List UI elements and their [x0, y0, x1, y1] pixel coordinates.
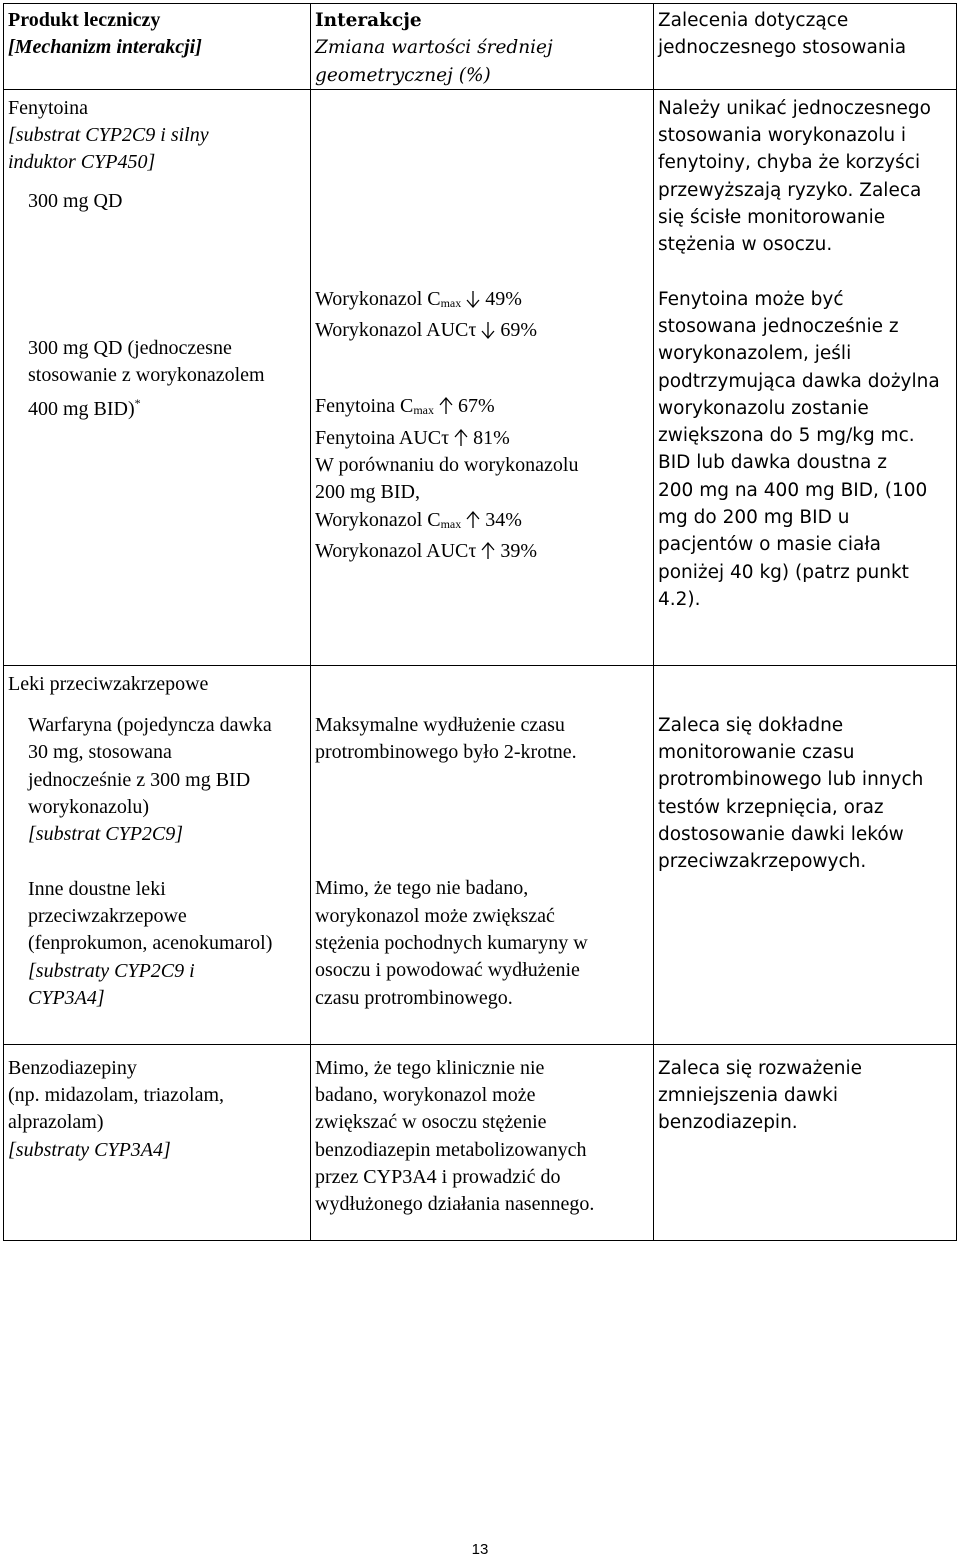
phenytoin-rec-b-11: 4.2).: [658, 588, 701, 610]
other-effect-3: osoczu i powodować wydłużenie: [315, 959, 580, 982]
arrow-up-icon: [465, 511, 481, 529]
other-anticoag-mech-1: CYP3A4]: [28, 986, 105, 1009]
phenytoin-rec-b-5: zwiększona do 5 mg/kg mc.: [658, 425, 915, 447]
other-anticoag-line-1: przeciwzakrzepowe: [28, 904, 187, 927]
phenytoin-rec-a-0: Należy unikać jednoczesnego: [658, 97, 931, 119]
arrow-up-icon: [480, 542, 496, 560]
phenytoin-rec-a-4: się ścisłe monitorowanie: [658, 207, 886, 229]
table-row-anticoagulants: [4, 665, 957, 1044]
phenytoin-dose-b-2: stosowanie z worykonazolem: [28, 364, 265, 387]
phenytoin-rec-b-2: worykonazolem, jeśli: [658, 343, 852, 365]
phenytoin-rec-cell: [654, 89, 957, 665]
benzo-effect-3: benzodiazepin metabolizowanych: [315, 1138, 587, 1161]
table-row-phenytoin: [4, 89, 957, 665]
table-row-benzodiazepines: [4, 1044, 957, 1240]
arrow-down-icon: [465, 290, 481, 308]
benzo-rec-cell: [654, 1044, 957, 1240]
phenytoin-rec-a-1: stosowania worykonazolu i: [658, 125, 907, 147]
benzo-name-2: alprazolam): [8, 1111, 104, 1134]
phenytoin-rec-a-2: fenytoiny, chyba że korzyści: [658, 152, 921, 174]
phenytoin-rec-a-5: stężenia w osoczu.: [658, 234, 833, 256]
phenytoin-mechanism-2: induktor CYP450]: [8, 151, 156, 174]
warfarin-line-1: 30 mg, stosowana: [28, 741, 172, 764]
table-header-row: [4, 4, 957, 90]
warfarin-mechanism: [substrat CYP2C9]: [28, 823, 184, 846]
warfarin-line-0: Warfaryna (pojedyncza dawka: [28, 714, 272, 737]
benzo-name-1: (np. midazolam, triazolam,: [8, 1084, 225, 1107]
phenytoin-rec-b-9: pacjentów o masie ciała: [658, 534, 881, 556]
other-anticoag-line-2: (fenprokumon, acenokumarol): [28, 932, 273, 955]
benzo-product-cell: [4, 1044, 311, 1240]
anticoag-group-title: Leki przeciwzakrzepowe: [8, 672, 209, 695]
header-product-title: Produkt leczniczy: [8, 9, 161, 31]
anticoag-rec-5: przeciwzakrzepowych.: [658, 851, 867, 873]
phenytoin-dose-b-1: 300 mg QD (jednoczesne: [28, 337, 232, 360]
benzo-rec-2: benzodiazepin.: [658, 1112, 798, 1134]
warfarin-effect-0: Maksymalne wydłużenie czasu: [315, 713, 565, 736]
other-effect-0: Mimo, że tego nie badano,: [315, 877, 529, 900]
header-interactions-title: Interakcje: [315, 10, 422, 31]
other-effect-4: czasu protrombinowego.: [315, 986, 513, 1009]
phenytoin-effect-b-4: 200 mg BID,: [315, 481, 420, 504]
phenytoin-rec-b-0: Fenytoina może być: [658, 288, 844, 310]
anticoag-rec-cell: [654, 665, 957, 1044]
benzo-rec-0: Zaleca się rozważenie: [658, 1057, 862, 1079]
phenytoin-mechanism-1: [substrat CYP2C9 i silny: [8, 124, 209, 147]
header-recommendations-line1: Zalecenia dotyczące: [658, 10, 849, 31]
benzo-effect-5: wydłużonego działania nasennego.: [315, 1193, 595, 1216]
arrow-up-icon: [438, 397, 454, 415]
warfarin-line-2: jednocześnie z 300 mg BID: [28, 768, 251, 791]
anticoag-product-cell: [4, 665, 311, 1044]
benzo-effect-cell: [311, 1044, 654, 1240]
arrow-up-icon: [453, 429, 469, 447]
other-effect-1: worykonazol może zwiększać: [315, 904, 555, 927]
phenytoin-effect-b-2: Fenytoina AUCτ 81%: [315, 426, 510, 449]
phenytoin-rec-b-4: worykonazolu zostanie: [658, 397, 869, 419]
benzo-name-0: Benzodiazepiny: [8, 1056, 137, 1079]
phenytoin-effect-cell: [311, 89, 654, 665]
phenytoin-rec-b-3: podtrzymująca dawka dożylna: [658, 370, 940, 392]
footnote-mark: *: [134, 395, 141, 410]
benzo-effect-0: Mimo, że tego klinicznie nie: [315, 1056, 545, 1079]
phenytoin-rec-b-10: poniżej 40 kg) (patrz punkt: [658, 561, 909, 583]
benzo-rec-1: zmniejszenia dawki: [658, 1085, 838, 1107]
phenytoin-rec-b-6: BID lub dawka doustna z: [658, 452, 887, 474]
anticoag-rec-1: monitorowanie czasu: [658, 742, 855, 764]
other-effect-2: stężenia pochodnych kumaryny w: [315, 932, 588, 955]
phenytoin-effect-a-1: Worykonazol Cmax 49%: [315, 287, 522, 310]
phenytoin-effect-b-1: Fenytoina Cmax 67%: [315, 395, 495, 418]
phenytoin-effect-b-3: W porównaniu do worykonazolu: [315, 454, 579, 477]
benzo-effect-2: zwiększać w osoczu stężenie: [315, 1111, 547, 1134]
phenytoin-effect-b-6: Worykonazol AUCτ 39%: [315, 539, 538, 562]
phenytoin-product-cell: [4, 89, 311, 665]
anticoag-rec-4: dostosowanie dawki leków: [658, 824, 904, 846]
header-interactions-sub1: Zmiana wartości średniej: [315, 37, 553, 59]
anticoag-rec-2: protrombinowego lub innych: [658, 769, 924, 791]
header-interactions-sub2: geometrycznej (%): [315, 64, 491, 86]
header-interactions: [311, 4, 654, 90]
phenytoin-name: Fenytoina: [8, 96, 88, 119]
warfarin-line-3: worykonazolu): [28, 796, 150, 819]
phenytoin-rec-b-7: 200 mg na 400 mg BID, (100: [658, 479, 928, 501]
phenytoin-effect-b-5: Worykonazol Cmax 34%: [315, 508, 522, 531]
benzo-mechanism: [substraty CYP3A4]: [8, 1138, 171, 1161]
phenytoin-rec-b-8: mg do 200 mg BID u: [658, 507, 850, 529]
page-number: 13: [471, 1541, 489, 1558]
header-recommendations: [654, 4, 957, 90]
arrow-down-icon: [480, 321, 496, 339]
header-product: [4, 4, 311, 90]
phenytoin-rec-b-1: stosowana jednocześnie z: [658, 315, 899, 337]
other-anticoag-mech-0: [substraty CYP2C9 i: [28, 959, 195, 982]
warfarin-effect-1: protrombinowego było 2-krotne.: [315, 741, 577, 764]
anticoag-rec-3: testów krzepnięcia, oraz: [658, 796, 884, 818]
anticoag-rec-0: Zaleca się dokładne: [658, 714, 844, 736]
benzo-effect-1: badano, worykonazol może: [315, 1084, 536, 1107]
header-recommendations-line2: jednoczesnego stosowania: [658, 37, 907, 59]
benzo-effect-4: przez CYP3A4 i prowadzić do: [315, 1166, 561, 1189]
anticoag-effect-cell: [311, 665, 654, 1044]
phenytoin-dose-b-3: 400 mg BID)*: [28, 395, 141, 420]
phenytoin-dose-a: 300 mg QD: [28, 189, 123, 212]
header-product-mechanism: [Mechanizm interakcji]: [8, 36, 202, 59]
phenytoin-rec-a-3: przewyższają ryzyko. Zaleca: [658, 179, 922, 201]
interaction-table: [3, 3, 957, 1241]
other-anticoag-line-0: Inne doustne leki: [28, 877, 166, 900]
phenytoin-effect-a-2: Worykonazol AUCτ 69%: [315, 319, 538, 342]
